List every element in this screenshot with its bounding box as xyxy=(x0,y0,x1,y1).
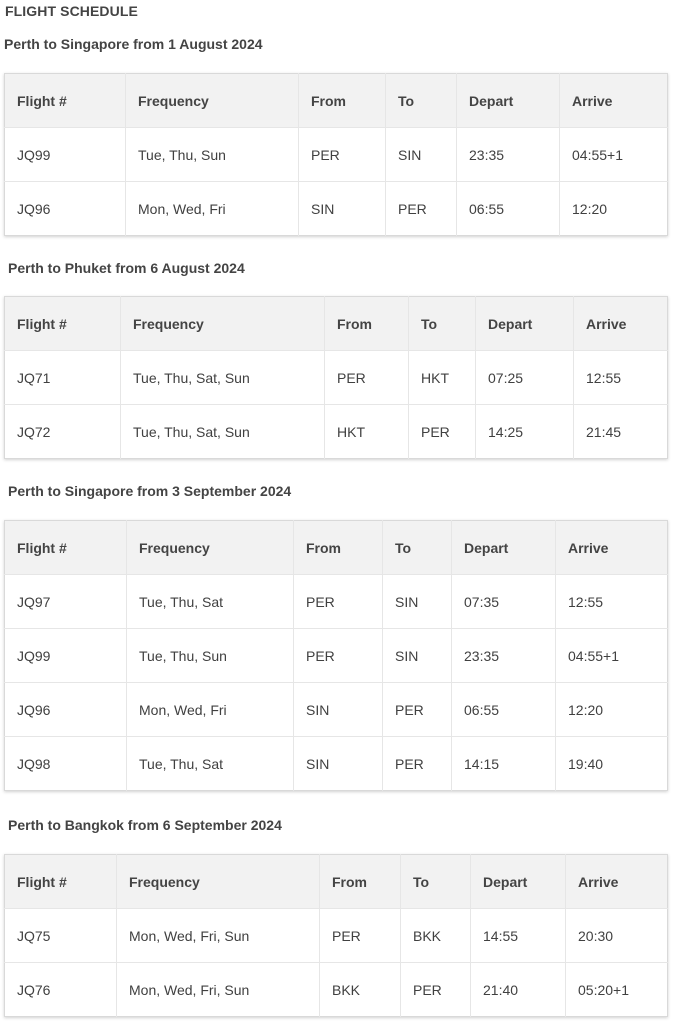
cell-arrive: 04:55+1 xyxy=(560,128,668,182)
table-header-row xyxy=(5,521,668,575)
column-header-frequency: Frequency xyxy=(127,521,294,575)
cell-arrive: 12:55 xyxy=(574,351,668,405)
cell-depart: 07:35 xyxy=(452,575,556,629)
cell-from: PER xyxy=(325,351,409,405)
section-heading: Perth to Singapore from 1 August 2024 xyxy=(4,36,263,52)
cell-frequency: Tue, Thu, Sat, Sun xyxy=(121,405,325,459)
cell-arrive: 12:55 xyxy=(556,575,668,629)
cell-from: SIN xyxy=(299,182,386,236)
cell-flight-number: JQ99 xyxy=(5,629,127,683)
cell-frequency: Mon, Wed, Fri, Sun xyxy=(117,909,320,963)
schedule-table xyxy=(4,854,668,1017)
cell-flight-number: JQ96 xyxy=(5,683,127,737)
cell-frequency: Tue, Thu, Sun xyxy=(126,128,299,182)
cell-flight-number: JQ97 xyxy=(5,575,127,629)
column-header-arrive: Arrive xyxy=(566,855,668,909)
cell-depart: 23:35 xyxy=(457,128,560,182)
column-header-depart: Depart xyxy=(457,74,560,128)
cell-from: PER xyxy=(294,629,383,683)
column-header-flight-number: Flight # xyxy=(5,74,126,128)
column-header-from: From xyxy=(325,297,409,351)
cell-arrive: 05:20+1 xyxy=(578,981,629,998)
cell-from: PER xyxy=(299,128,386,182)
cell-from: HKT xyxy=(325,405,409,459)
table-row xyxy=(5,737,668,791)
table-row xyxy=(5,351,668,405)
column-header-to: To xyxy=(386,74,457,128)
cell-arrive: 12:20 xyxy=(556,683,668,737)
section-heading: Perth to Bangkok from 6 September 2024 xyxy=(8,817,282,833)
column-header-to: To xyxy=(409,297,476,351)
column-header-to: To xyxy=(383,521,452,575)
column-header-arrive: Arrive xyxy=(574,297,668,351)
table-row xyxy=(5,405,668,459)
table-header-row xyxy=(5,855,668,909)
section-heading: Perth to Phuket from 6 August 2024 xyxy=(8,260,245,276)
column-header-flight-number: Flight # xyxy=(5,521,127,575)
schedule-table xyxy=(4,73,668,236)
schedule-table xyxy=(4,520,668,791)
cell-flight-number: JQ75 xyxy=(5,909,117,963)
cell-from: SIN xyxy=(294,683,383,737)
cell-flight-number: JQ72 xyxy=(5,405,121,459)
cell-from: BKK xyxy=(320,963,401,1017)
cell-to: PER xyxy=(383,683,452,737)
column-header-depart: Depart xyxy=(452,521,556,575)
cell-frequency: Tue, Thu, Sat, Sun xyxy=(121,351,325,405)
column-header-arrive: Arrive xyxy=(560,74,668,128)
cell-frequency: Mon, Wed, Fri, Sun xyxy=(117,963,320,1017)
table-row xyxy=(5,128,668,182)
cell-depart: 23:35 xyxy=(452,629,556,683)
column-header-from: From xyxy=(320,855,401,909)
column-header-from: From xyxy=(299,74,386,128)
table-row xyxy=(5,629,668,683)
schedule-table xyxy=(4,296,668,459)
column-header-depart: Depart xyxy=(476,297,574,351)
table-header-row xyxy=(5,297,668,351)
column-header-arrive: Arrive xyxy=(556,521,668,575)
cell-from: PER xyxy=(294,575,383,629)
cell-arrive: 21:45 xyxy=(586,423,622,440)
column-header-to: To xyxy=(401,855,471,909)
cell-to: PER xyxy=(386,182,457,236)
cell-to: HKT xyxy=(409,351,476,405)
cell-to: PER xyxy=(383,737,452,791)
cell-to: SIN xyxy=(383,629,452,683)
cell-to: PER xyxy=(401,963,471,1017)
column-header-flight-number: Flight # xyxy=(5,297,121,351)
column-header-frequency: Frequency xyxy=(126,74,299,128)
cell-from: PER xyxy=(320,909,401,963)
cell-arrive: 04:55+1 xyxy=(556,629,668,683)
cell-depart: 14:55 xyxy=(471,909,566,963)
cell-arrive: 19:40 xyxy=(568,755,604,772)
cell-frequency: Mon, Wed, Fri xyxy=(127,683,294,737)
table-row xyxy=(5,182,668,236)
cell-depart: 14:25 xyxy=(476,405,574,459)
cell-flight-number: JQ96 xyxy=(5,182,126,236)
column-header-frequency: Frequency xyxy=(117,855,320,909)
cell-frequency: Mon, Wed, Fri xyxy=(126,182,299,236)
table-row xyxy=(5,575,668,629)
cell-flight-number: JQ76 xyxy=(5,963,117,1017)
cell-depart: 21:40 xyxy=(471,963,566,1017)
cell-depart: 14:15 xyxy=(452,737,556,791)
table-row xyxy=(5,683,668,737)
section-heading: Perth to Singapore from 3 September 2024 xyxy=(8,483,292,499)
column-header-from: From xyxy=(294,521,383,575)
cell-depart: 06:55 xyxy=(457,182,560,236)
cell-depart: 07:25 xyxy=(476,351,574,405)
cell-flight-number: JQ99 xyxy=(5,128,126,182)
cell-to: PER xyxy=(409,405,476,459)
column-header-frequency: Frequency xyxy=(121,297,325,351)
cell-frequency: Tue, Thu, Sat xyxy=(127,575,294,629)
column-header-depart: Depart xyxy=(471,855,566,909)
cell-to: SIN xyxy=(386,128,457,182)
cell-arrive: 20:30 xyxy=(566,909,668,963)
table-row xyxy=(5,909,668,963)
cell-depart: 06:55 xyxy=(452,683,556,737)
cell-flight-number: JQ98 xyxy=(5,737,127,791)
cell-frequency: Tue, Thu, Sun xyxy=(127,629,294,683)
cell-from: SIN xyxy=(294,737,383,791)
page-title: FLIGHT SCHEDULE xyxy=(5,3,138,19)
table-row xyxy=(5,963,668,1017)
cell-to: BKK xyxy=(401,909,471,963)
cell-to: SIN xyxy=(383,575,452,629)
column-header-flight-number: Flight # xyxy=(5,855,117,909)
table-header-row xyxy=(5,74,668,128)
cell-arrive: 12:20 xyxy=(572,200,608,217)
cell-flight-number: JQ71 xyxy=(5,351,121,405)
cell-frequency: Tue, Thu, Sat xyxy=(127,737,294,791)
